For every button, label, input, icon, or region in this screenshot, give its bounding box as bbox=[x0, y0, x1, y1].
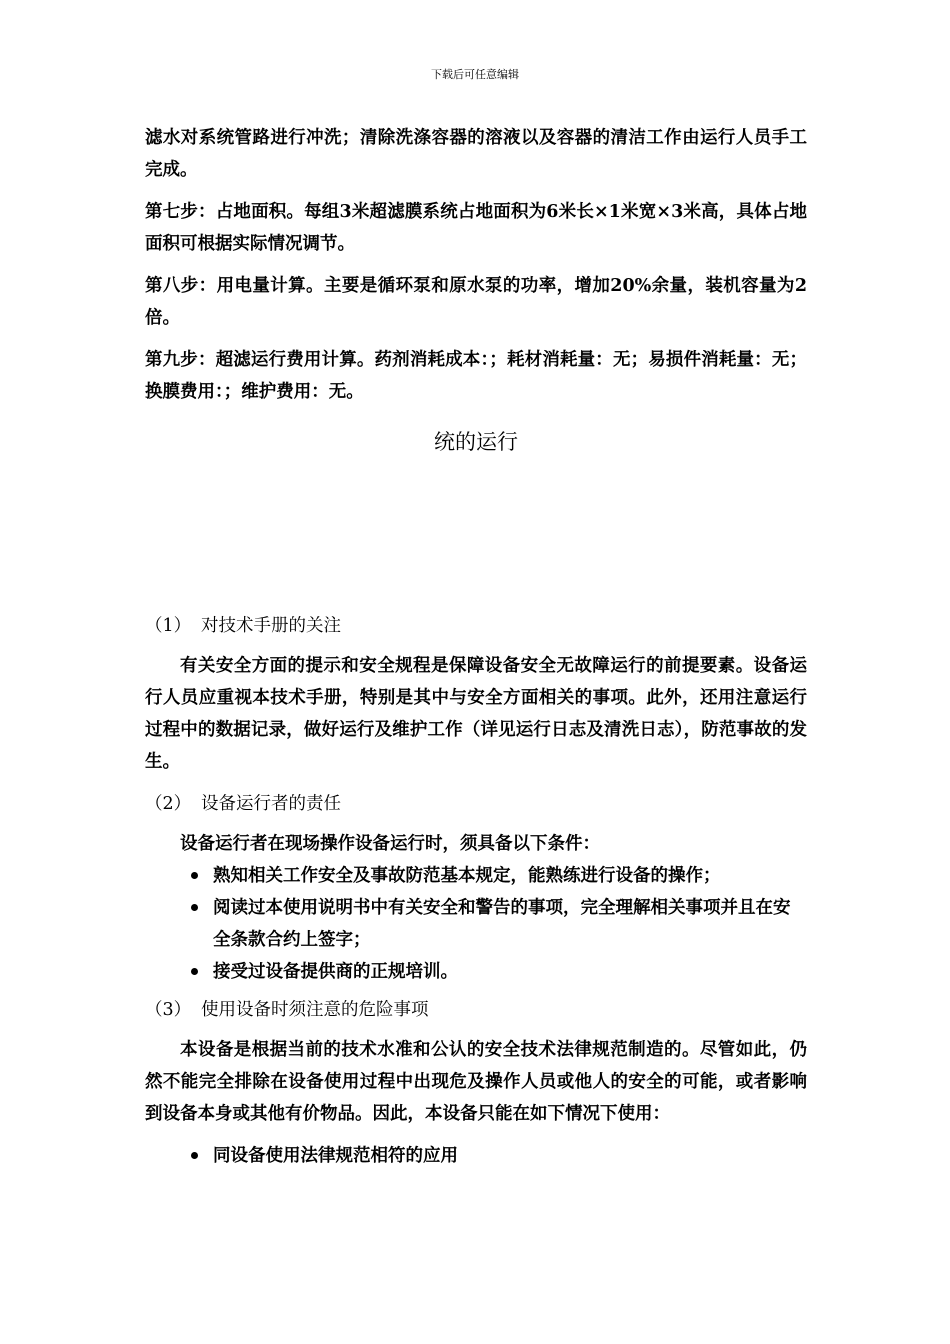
page-header: 下载后可任意编辑 bbox=[431, 68, 519, 81]
subheading-1-title: 对技术手册的关注 bbox=[201, 616, 341, 636]
paragraph-operator-lead: 设备运行者在现场操作设备运行时，须具备以下条件： bbox=[180, 834, 600, 854]
operator-requirements-list bbox=[145, 860, 807, 988]
subheading-2-number: （2） bbox=[145, 794, 192, 814]
paragraph-step-7: 第七步：占地面积。每组3米超滤膜系统占地面积为6米长×1米宽×3米高，具体占地面积可根据实际情况调节。 bbox=[145, 202, 807, 254]
subheading-3 bbox=[145, 994, 807, 1026]
subheading-1 bbox=[145, 610, 807, 642]
bullet-icon bbox=[191, 968, 198, 975]
subheading-1-number: （1） bbox=[145, 616, 192, 636]
bullet-icon bbox=[191, 1152, 198, 1159]
list-item-text: 阅读过本使用说明书中有关安全和警告的事项，完全理解相关事项并且在安全条款合约上签字； bbox=[213, 898, 791, 950]
list-item-text: 熟知相关工作安全及事故防范基本规定，能熟练进行设备的操作； bbox=[213, 866, 721, 886]
paragraph-step-9: 第九步：超滤运行费用计算。药剂消耗成本：；耗材消耗量：无；易损件消耗量：无；换膜费用：；维护费用：无。 bbox=[145, 350, 807, 402]
list-item bbox=[183, 860, 807, 892]
subheading-2 bbox=[145, 788, 807, 820]
section-title: 统的运行 bbox=[434, 430, 518, 454]
subheading-3-number: （3） bbox=[145, 1000, 192, 1020]
list-item bbox=[183, 1140, 807, 1172]
usage-conditions-list bbox=[145, 1140, 807, 1172]
paragraph-step-8: 第八步：用电量计算。主要是循环泵和原水泵的功率，增加20%余量，装机容量为2倍。 bbox=[145, 276, 807, 328]
list-item bbox=[183, 956, 807, 988]
bullet-icon bbox=[191, 904, 198, 911]
list-item-text: 同设备使用法律规范相符的应用 bbox=[213, 1146, 458, 1166]
list-item-text: 接受过设备提供商的正规培训。 bbox=[213, 962, 458, 982]
subheading-2-title: 设备运行者的责任 bbox=[201, 794, 341, 814]
paragraph-rinse: 滤水对系统管路进行冲洗；清除洗涤容器的溶液以及容器的清洁工作由运行人员手工完成。 bbox=[145, 128, 807, 180]
blank-space bbox=[145, 460, 807, 610]
paragraph-hazards: 本设备是根据当前的技术水准和公认的安全技术法律规范制造的。尽管如此，仍然不能完全排除在设备使用过程中出现危及操作人员或他人的安全的可能，或者影响到设备本身或其他有价物品。因此，本设备只能在如下情况下使用： bbox=[145, 1040, 807, 1124]
subheading-3-title: 使用设备时须注意的危险事项 bbox=[201, 1000, 429, 1020]
bullet-icon bbox=[191, 872, 198, 879]
list-item bbox=[183, 892, 807, 956]
paragraph-manual: 有关安全方面的提示和安全规程是保障设备安全无故障运行的前提要素。设备运行人员应重视本技术手册，特别是其中与安全方面相关的事项。此外，还用注意运行过程中的数据记录，做好运行及维护工作（详见运行日志及清洗日志），防范事故的发生。 bbox=[145, 656, 807, 772]
document-body bbox=[145, 122, 807, 1178]
